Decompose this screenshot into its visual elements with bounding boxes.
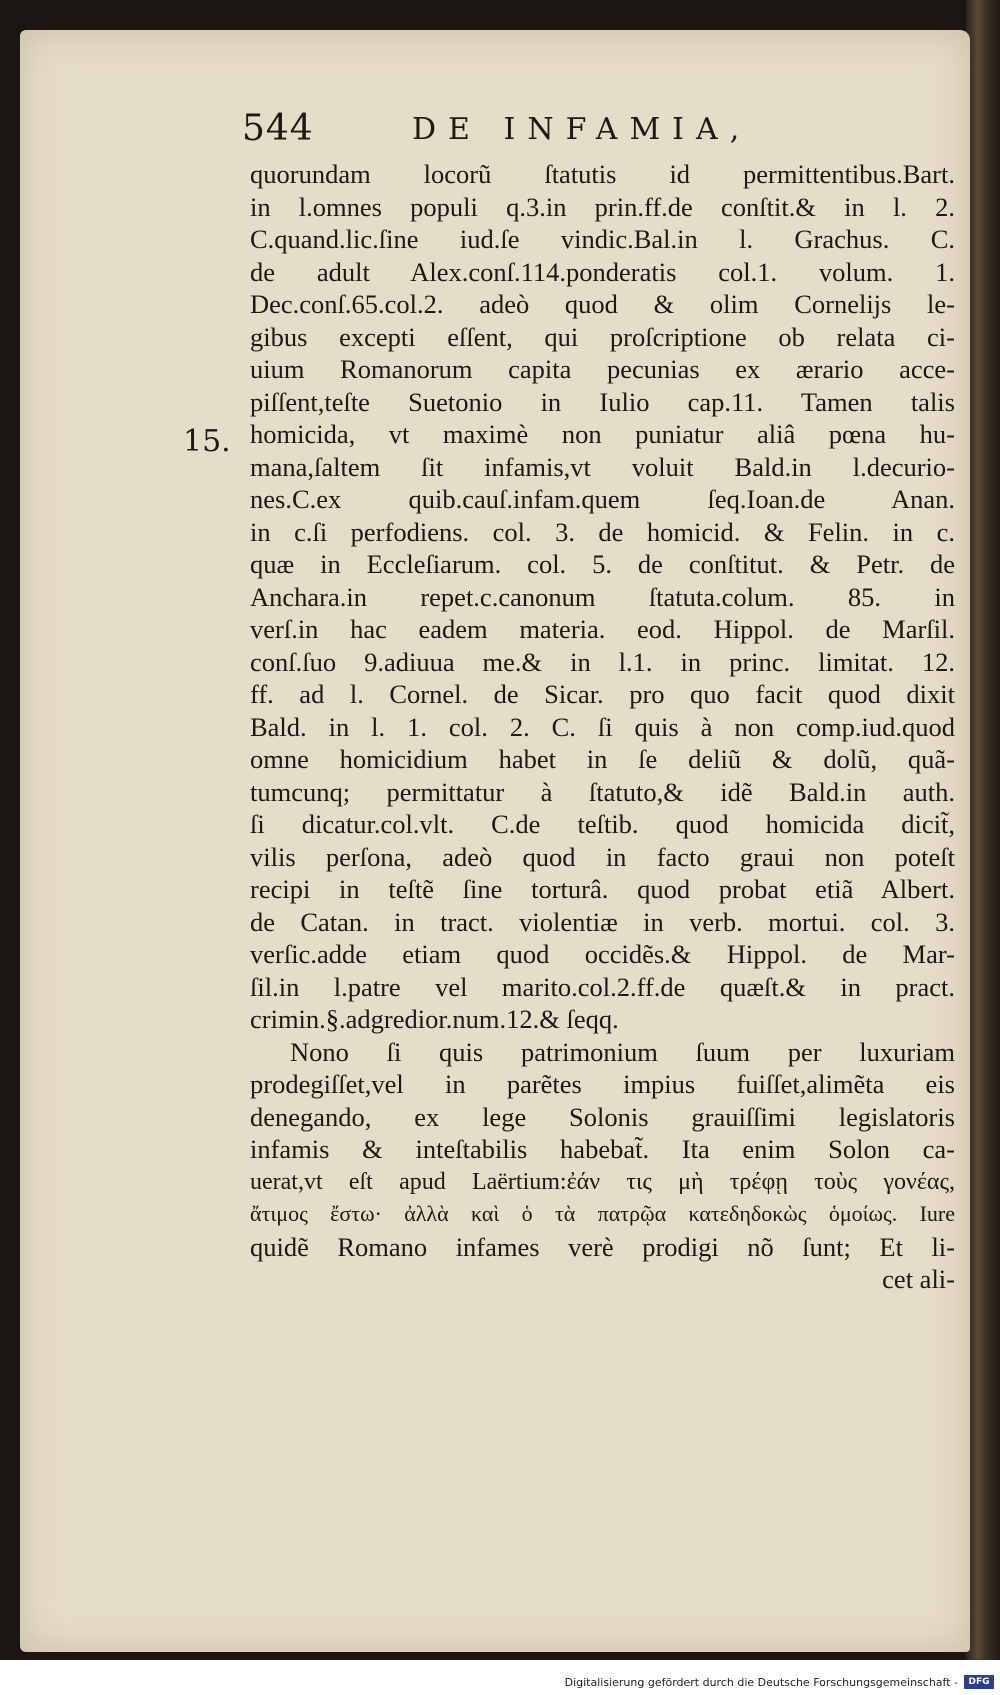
text-line: crimin.§.adgredior.num.12.& ſeqq. xyxy=(250,1004,619,1034)
text-line: tumcunq; permittatur à ſtatuto,& idẽ Bald.in auth. xyxy=(250,776,955,807)
text-line: recipi in teſtẽ ſine torturâ. quod probat etiã Albert. xyxy=(250,874,955,904)
text-line: infamis & inteſtabilis habebat̃. Ita enim Solon ca- xyxy=(250,1134,955,1164)
text-line: prodegiſſet,vel in parẽtes impius fuiſſet,alimẽta eis xyxy=(250,1069,955,1099)
marginal-number: 15. xyxy=(183,424,231,459)
text-line: omne homicidium habet in ſe deliũ & dolũ, quã- xyxy=(250,744,955,774)
running-title: DE INFAMIA, xyxy=(412,112,752,147)
text-line: vilis perſona, adeò quod in facto graui non poteſt xyxy=(250,841,955,872)
text-line: de adult Alex.conſ.114.ponderatis col.1. volum. 1. xyxy=(250,256,955,287)
text-line: de Catan. in tract. violentiæ in verb. mortui. col. 3. xyxy=(250,906,955,937)
text-line: Dec.conſ.65.col.2. adeò quod & olim Cornelijs le- xyxy=(250,289,955,319)
text-line: ἄτιμος ἔστω· ἀλλὰ καὶ ὁ τὰ πατρῷα κατεδηδοκὼς ὁμοίως. Iure xyxy=(250,1201,955,1226)
text-line: quæ in Eccleſiarum. col. 5. de conſtitut. & Petr. de xyxy=(250,549,955,579)
text-line: ſi dicatur.col.vlt. C.de teſtib. quod homicida dicit̃, xyxy=(250,809,955,839)
text-line: conſ.ſuo 9.adiuua me.& in l.1. in princ. limitat. 12. xyxy=(250,646,955,677)
running-head xyxy=(242,108,802,158)
text-line: in c.ſi perfodiens. col. 3. de homicid. & Felin. in c. xyxy=(250,516,955,547)
text-line: mana,ſaltem ſit infamis,vt voluit Bald.in l.decurio- xyxy=(250,451,955,482)
text-line: gibus excepti eſſent, qui proſcriptione ob relata ci- xyxy=(250,321,955,352)
text-line: uerat,vt eſt apud Laërtium:ἐάν τις μὴ τρέφῃ τοὺς γονέας, xyxy=(250,1168,955,1195)
book-fore-edge xyxy=(966,0,1000,1660)
text-line: Bald. in l. 1. col. 2. C. ſi quis à non comp.iud.quod xyxy=(250,711,955,742)
text-line: ff. ad l. Cornel. de Sicar. pro quo facit quod dixit xyxy=(250,679,955,709)
text-line: nes.C.ex quib.cauſ.infam.quem ſeq.Ioan.de Anan. xyxy=(250,484,955,514)
text-line: verſic.adde etiam quod occidẽs.& Hippol. de Mar- xyxy=(250,939,955,969)
text-line: homicida, vt maximè non puniatur aliâ pœna hu- xyxy=(250,419,955,449)
text-line: uium Romanorum capita pecunias ex ærario acce- xyxy=(250,354,955,384)
text-line: C.quand.lic.ſine iud.ſe vindic.Bal.in l. Grachus. C. xyxy=(250,224,955,254)
text-line: quidẽ Romano infames verè prodigi nõ ſunt; Et li- xyxy=(250,1231,955,1262)
page-number: 544 xyxy=(242,108,314,149)
dfg-logo-icon: DFG xyxy=(964,1675,994,1689)
text-line: in l.omnes populi q.3.in prin.ff.de conſtit.& in l. 2. xyxy=(250,191,955,222)
footer-credit: Digitalisierung gefördert durch die Deutsche Forschungsgemeinschaft - xyxy=(564,1676,958,1689)
text-line: piſſent,teſte Suetonio in Iulio cap.11. Tamen talis xyxy=(250,386,955,417)
text-line: denegando, ex lege Solonis grauiſſimi legislatoris xyxy=(250,1101,955,1132)
catchword: cet ali- xyxy=(882,1264,955,1294)
text-line: verſ.in hac eadem materia. eod. Hippol. de Marſil. xyxy=(250,614,955,644)
text-line: quorundam locorũ ſtatutis id permittentibus.Bart. xyxy=(250,159,955,189)
text-line: Nono ſi quis patrimonium ſuum per luxuriam xyxy=(290,1036,955,1067)
body-text xyxy=(250,158,955,1296)
text-line: Anchara.in repet.c.canonum ſtatuta.colum. 85. in xyxy=(250,581,955,612)
text-line: ſil.in l.patre vel marito.col.2.ff.de quæſt.& in pract. xyxy=(250,971,955,1002)
